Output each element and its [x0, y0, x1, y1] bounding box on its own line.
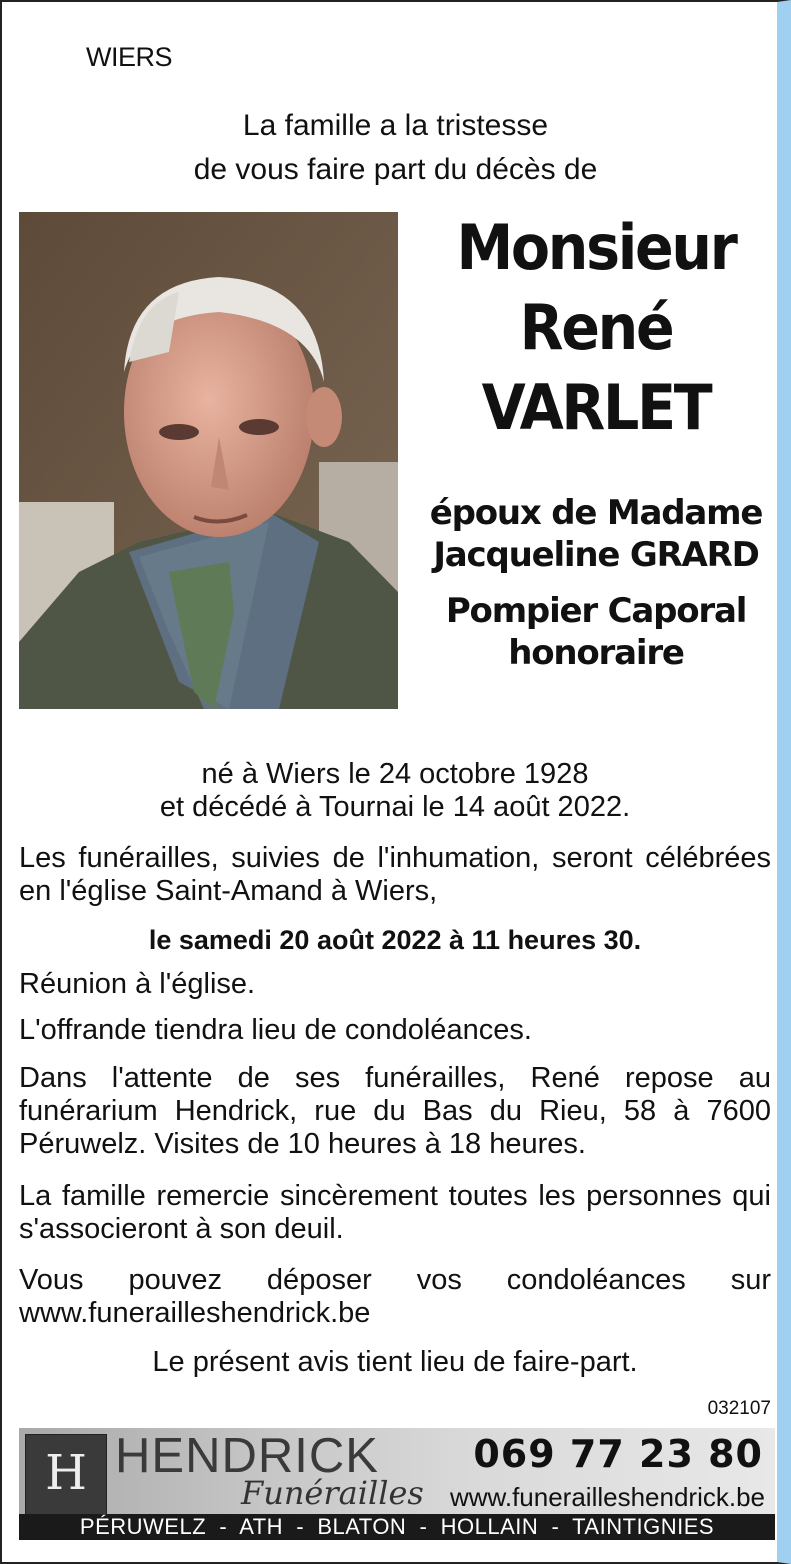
birth-line: né à Wiers le 24 octobre 1928 — [201, 758, 589, 790]
towns-list: PÉRUWELZ - ATH - BLATON - HOLLAIN - TAINTIGNIES — [19, 1514, 775, 1540]
location-label: WIERS — [86, 42, 173, 72]
hendrick-logo-icon — [25, 1434, 107, 1516]
rank-line-1: Pompier Caporal — [445, 591, 747, 631]
reference-number: 032107 — [707, 1398, 771, 1419]
intro-line-1: La famille a la tristesse — [242, 109, 549, 142]
funeral-date: le samedi 20 août 2022 à 11 heures 30. — [148, 925, 642, 955]
brand-name: HENDRICK — [115, 1429, 379, 1483]
phone-number: 069 77 23 80 — [473, 1432, 763, 1476]
logo-letter: H — [45, 1445, 87, 1501]
death-line: et décédé à Tournai le 14 août 2022. — [159, 791, 631, 823]
intro-line-2: de vous faire part du décès de — [193, 153, 598, 186]
birth-death-dates — [19, 758, 771, 824]
funeral-paragraph: Les funérailles, suivies de l'inhumation, seront célébrées en l'église Saint-Amand à Wiers, — [19, 842, 771, 907]
meeting-paragraph: Réunion à l'église. — [19, 968, 256, 1000]
funeral-home-banner — [19, 1428, 775, 1540]
spouse-info — [398, 492, 791, 576]
rank-info — [398, 590, 791, 674]
deceased-first-name: René — [519, 291, 673, 364]
deceased-name — [398, 208, 791, 448]
portrait-photo — [19, 212, 398, 709]
offering-paragraph: L'offrande tiendra lieu de condoléances. — [19, 1014, 532, 1046]
rest-paragraph: Dans l'attente de ses funérailles, René repose au funérarium Hendrick, rue du Bas du Rieu, 58 à 7600 Péruwelz. Visites de 10 heures à 18 heures. — [19, 1062, 771, 1160]
deceased-last-name: VARLET — [481, 371, 711, 444]
brand-subtitle: Funérailles — [241, 1474, 424, 1512]
spouse-line-1: époux de Madame — [429, 493, 763, 533]
portrait-illustration — [19, 212, 398, 709]
rank-line-2: honoraire — [508, 633, 684, 673]
thanks-paragraph: La famille remercie sincèrement toutes les personnes qui s'associeront à son deuil. — [19, 1180, 771, 1245]
website-link[interactable]: www.funerailleshendrick.be — [449, 1482, 765, 1512]
deceased-title: Monsieur — [456, 211, 736, 284]
notice-paragraph: Le présent avis tient lieu de faire-part. — [152, 1346, 638, 1378]
spouse-line-2: Jacqueline GRARD — [433, 535, 759, 575]
intro-text — [0, 104, 791, 192]
condolences-paragraph: Vous pouvez déposer vos condoléances sur www.funerailleshendrick.be — [19, 1264, 771, 1329]
